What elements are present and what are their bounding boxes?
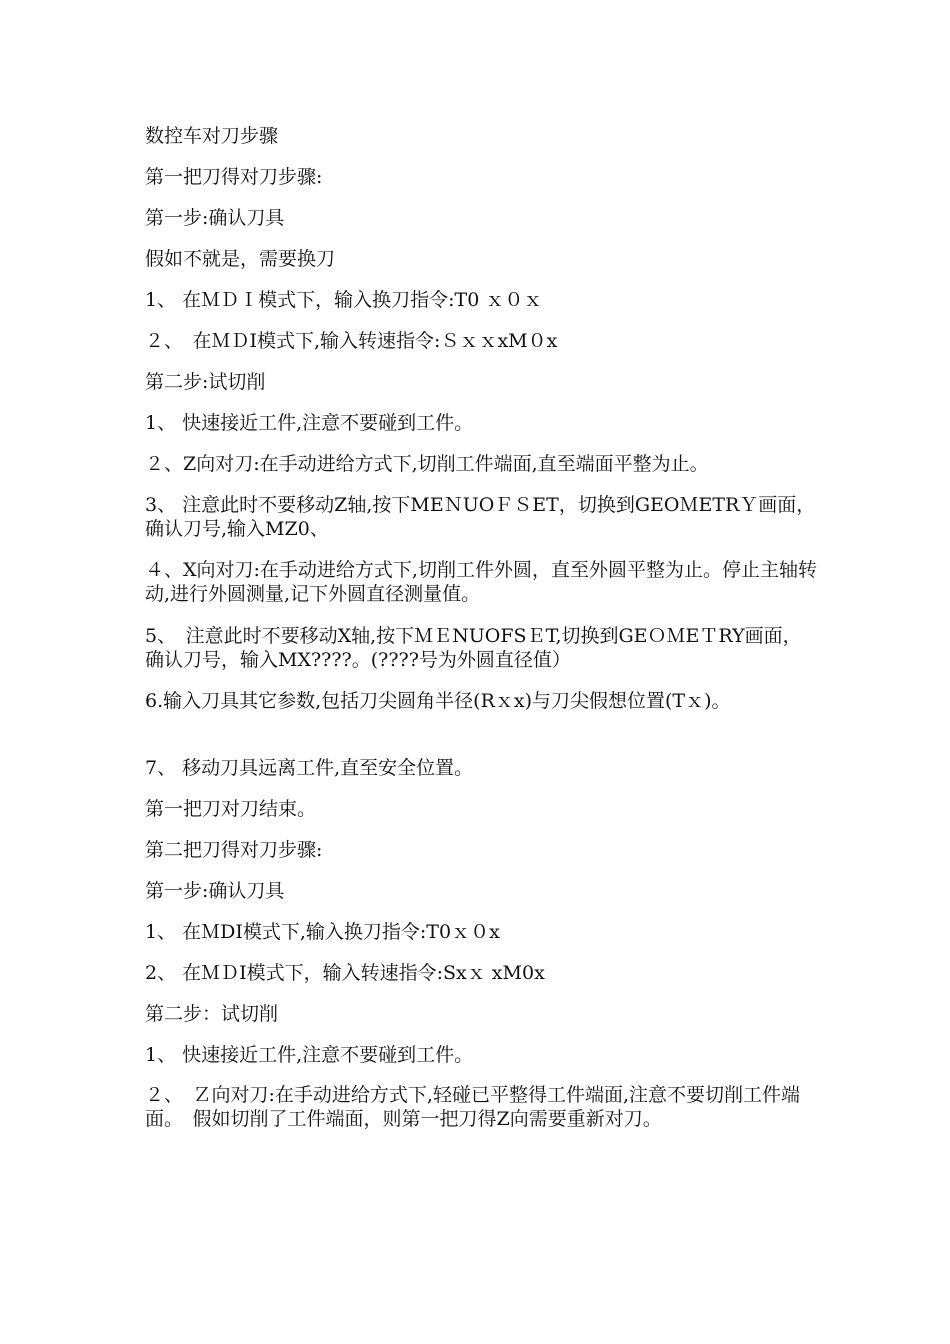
paragraph: 2、 在ＭＤI模式下，输入转速指令:Sxｘ xM0x xyxy=(145,962,545,984)
paragraph: 第二步：试切削 xyxy=(145,1003,279,1025)
paragraph: 假如不就是，需要换刀 xyxy=(145,248,336,270)
paragraph: 1、 快速接近工件,注意不要碰到工件。 xyxy=(145,412,474,434)
document-title: 数控车对刀步骤 xyxy=(145,125,279,147)
paragraph: 6.输入刀具其它参数,包括刀尖圆角半径(Rｘx)与刀尖假想位置(Tｘ)。 xyxy=(145,690,731,712)
paragraph: 第二把刀得对刀步骤: xyxy=(145,839,323,861)
paragraph: ２、Z向对刀:在手动进给方式下,切削工件端面,直至端面平整为止。 xyxy=(145,453,709,475)
paragraph: 第一步:确认刀具 xyxy=(145,207,285,229)
paragraph: 5、 注意此时不要移动X轴,按下ＭＥNUOFSＥT,切换到GEＯＭEＴRY画面， 确认刀号，输入MX????。(????号为外圆直径值） xyxy=(145,625,808,671)
paragraph: 第二步:试切削 xyxy=(145,371,266,393)
paragraph: ４、X向对刀:在手动进给方式下,切削工件外圆，直至外圆平整为止。停止主轴转动,进行外圆测量,记下外圆直径测量值。 xyxy=(145,559,817,605)
paragraph: 7、 移动刀具远离工件,直至安全位置。 xyxy=(145,757,474,779)
paragraph: 第一步:确认刀具 xyxy=(145,880,285,902)
paragraph: ２、 Ｚ向对刀:在手动进给方式下,轻碰已平整得工件端面,注意不要切削工件端面。 假如切削了工件端面，则第一把刀得Z向需要重新对刀。 xyxy=(145,1084,800,1130)
paragraph: 3、 注意此时不要移动Z轴,按下MEＮUOＦＳET，切换到GEOＭETRＹ画面， 确认刀号,输入MZ0、 xyxy=(145,494,825,540)
paragraph: 1、 在ＭDI模式下,输入换刀指令:T0ｘ０x xyxy=(145,921,500,943)
paragraph: 第一把刀得对刀步骤: xyxy=(145,166,323,188)
paragraph: 1、 快速接近工件,注意不要碰到工件。 xyxy=(145,1044,474,1066)
paragraph: ２、 在ＭＤI模式下,输入转速指令:ＳｘｘxM０x xyxy=(145,330,558,352)
paragraph: 1、 在ＭＤＩ模式下，输入换刀指令:T0 ｘ０ｘ xyxy=(145,289,543,311)
paragraph: 第一把刀对刀结束。 xyxy=(145,798,317,820)
